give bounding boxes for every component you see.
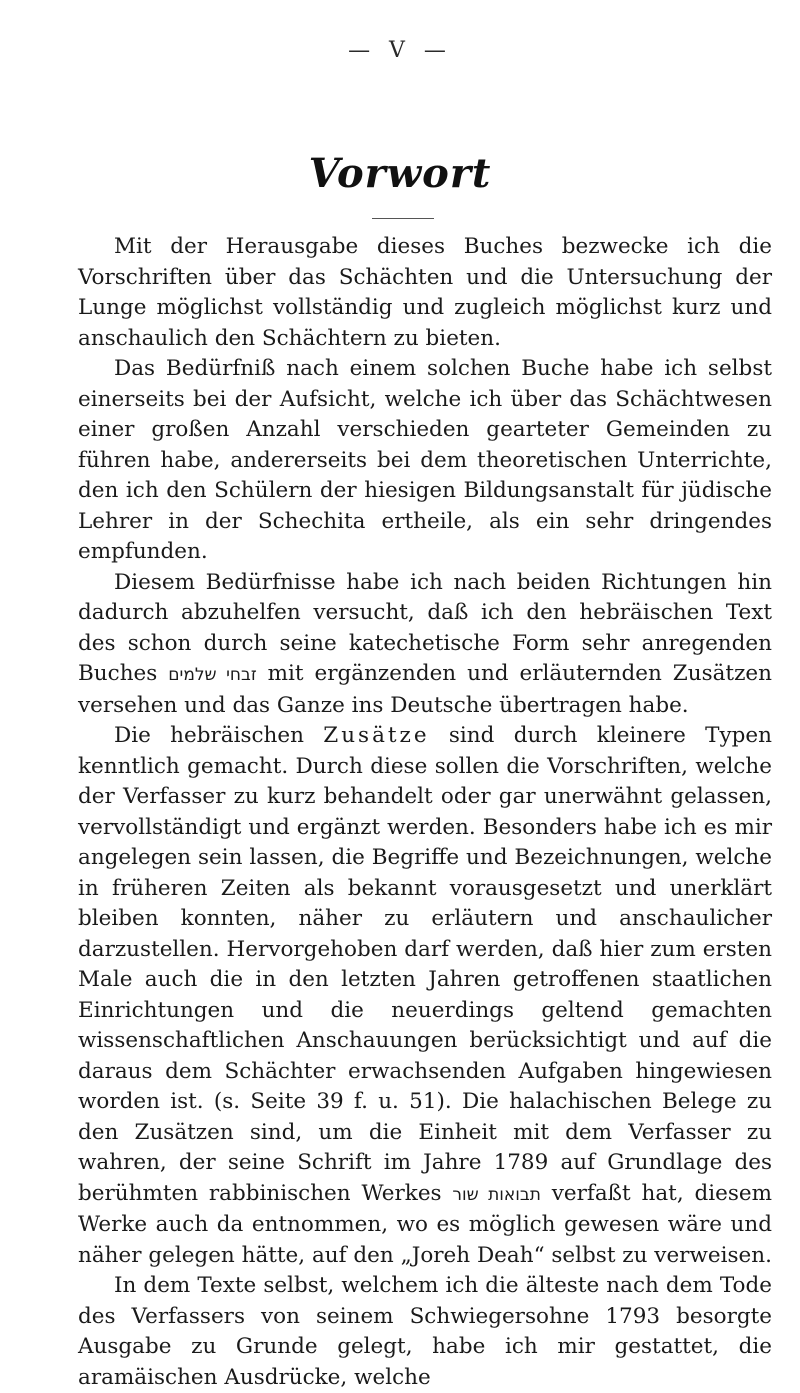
page-number: — V —: [348, 38, 452, 63]
paragraph-text: mit ergänzenden und erläuternden Zusätzen versehen und das Ganze ins Deutsche übertragen habe.: [78, 661, 772, 718]
paragraph-text: sind durch kleinere Typen kenntlich gemacht. Durch diese sollen die Vorschriften, welche der Verfasser zu kurz behandelt oder gar unerwähnt gelassen, vervollständigt und ergänzt werden. Besonders habe ich es mir angelegen sein lassen, die Begriffe und Bezeichnungen, welche in früheren Zeiten als bekannt vorausgesetzt und unerklärt bleiben konnten, näher zu erläutern und anschaulicher darzustellen. Hervorgehoben darf werden, daß hier zum ersten Male auch die in den letzten Jahren getroffenen staatlichen Einrichtungen und die neuerdings geltend gemachten wissenschaftlichen Anschauungen berücksichtigt und auf die daraus dem Schächter erwachsenden Aufgaben hingewiesen worden ist. (s. Seite 39 f. u. 51). Die halachischen Belege zu den Zusätzen sind, um die Einheit mit dem Verfasser zu wahren, der seine Schrift im Jahre 1789 auf Grundlage des berühmten rabbinischen Werkes: [78, 723, 772, 1206]
paragraph-text: Die hebräischen: [114, 723, 324, 748]
paragraph: [78, 1271, 772, 1393]
paragraph-text: Mit der Herausgabe dieses Buches bezwecke ich die Vorschriften über das Schächten und die Untersuchung der Lunge möglichst vollständig und zugleich möglichst kurz und anschaulich den Schächtern zu bieten.: [78, 234, 772, 351]
body-text: [78, 232, 772, 1393]
paragraph: [78, 721, 772, 1271]
paragraph: [78, 232, 772, 354]
hebrew-title: תבואות שור: [452, 1184, 541, 1205]
emphasized-term: Zusätze: [323, 723, 430, 748]
paragraph-text: In dem Texte selbst, welchem ich die älteste nach dem Tode des Verfassers von seinem Schwiegersohne 1793 besorgte Ausgabe zu Grunde gelegt, habe ich mir gestattet, die aramäischen Ausdrücke, welche: [78, 1273, 772, 1390]
paragraph-text: Das Bedürfniß nach einem solchen Buche habe ich selbst einerseits bei der Aufsicht, welche ich über das Schächtwesen einer großen Anzahl verschieden gearteter Gemeinden zu führen habe, andererseits bei dem theoretischen Unterrichte, den ich den Schülern der hiesigen Bildungsanstalt für jüdische Lehrer in der Schechita ertheile, als ein sehr dringendes empfunden.: [78, 356, 772, 564]
paragraph-text: verfaßt hat, diesem Werke auch da entnommen, wo es möglich gewesen wäre und näher gelegen hätte, auf den „Joreh Deah“ selbst zu verweisen.: [78, 1180, 772, 1268]
hebrew-title: זבחי שלמים: [168, 665, 257, 685]
paragraph: [78, 568, 772, 722]
page-title: Vorwort: [308, 150, 492, 197]
paragraph: [78, 354, 772, 568]
paragraph-text: Diesem Bedürfnisse habe ich nach beiden Richtungen hin dadurch abzuhelfen versucht, daß ich den hebräischen Text des schon durch seine katechetische Form sehr anregenden Buches: [78, 569, 772, 686]
title-divider: [372, 218, 434, 219]
